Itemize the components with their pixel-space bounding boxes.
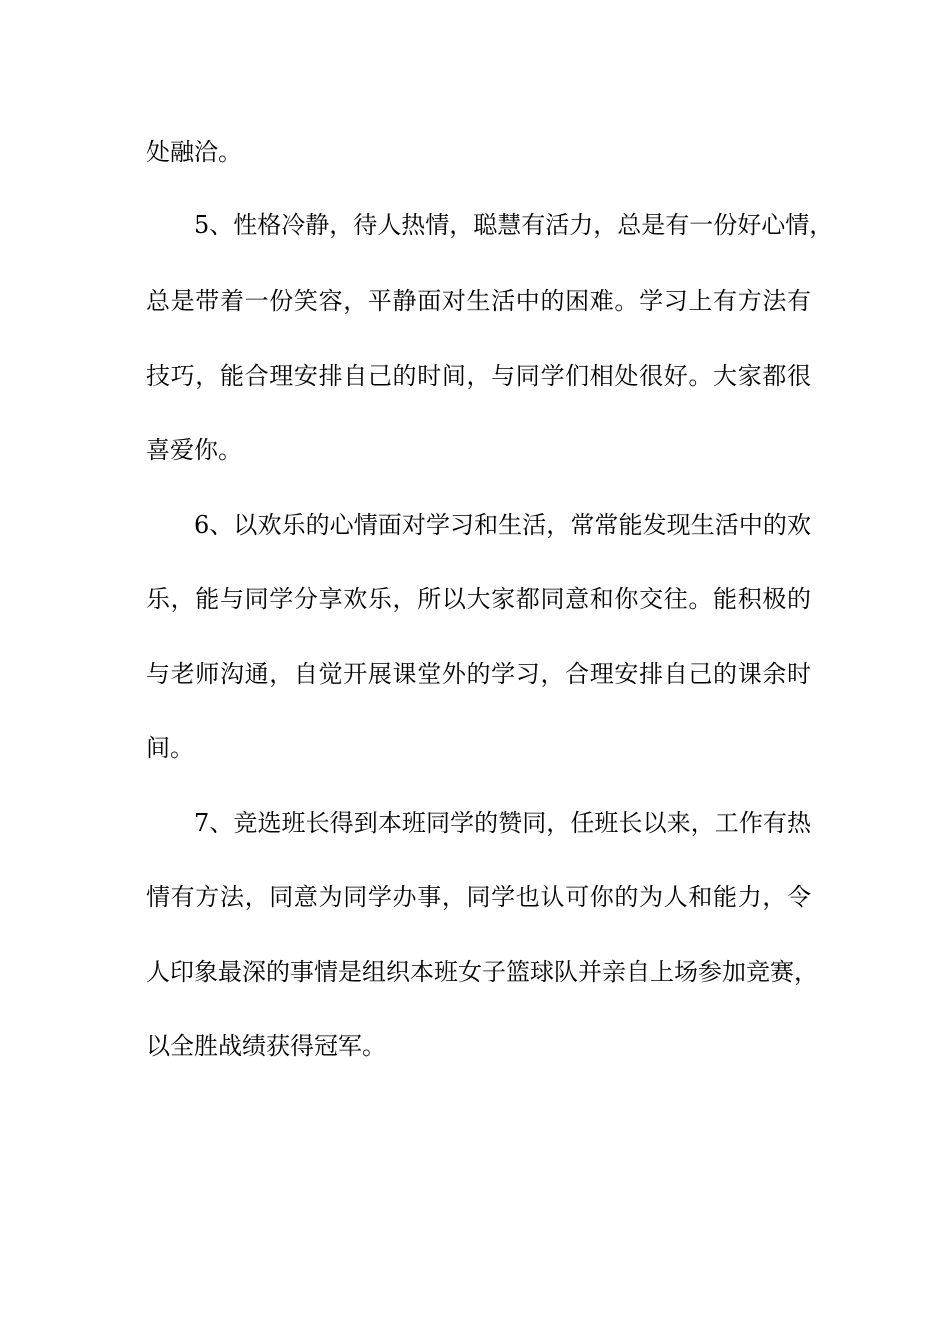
- paragraph-6-first-line: 6、以欢乐的心情面对学习和生活，常常能发现生活中的欢: [194, 511, 811, 539]
- text-line: 情有方法，同意为同学办事，同学也认可你的为人和能力，令: [146, 883, 811, 911]
- text-line: 人印象最深的事情是组织本班女子篮球队并亲自上场参加竞赛，: [146, 958, 818, 986]
- text-line: 技巧，能合理安排自己的时间，与同学们相处很好。大家都很: [146, 362, 811, 390]
- paragraph-7-first-line: 7、竞选班长得到本班同学的赞同，任班长以来，工作有热: [194, 809, 811, 837]
- text-line: 处融洽。: [146, 138, 242, 166]
- text-line: 与老师沟通，自觉开展课堂外的学习，合理安排自己的课余时: [146, 660, 811, 688]
- text-line: 喜爱你。: [146, 436, 242, 464]
- text-line: 以全胜战绩获得冠军。: [146, 1032, 386, 1060]
- text-line: 总是带着一份笑容，平静面对生活中的困难。学习上有方法有: [146, 287, 811, 315]
- text-line: 乐，能与同学分享欢乐，所以大家都同意和你交往。能积极的: [146, 585, 811, 613]
- paragraph-5-first-line: 5、性格冷静，待人热情，聪慧有活力，总是有一份好心情，: [194, 211, 834, 239]
- text-line: 间。: [146, 734, 194, 762]
